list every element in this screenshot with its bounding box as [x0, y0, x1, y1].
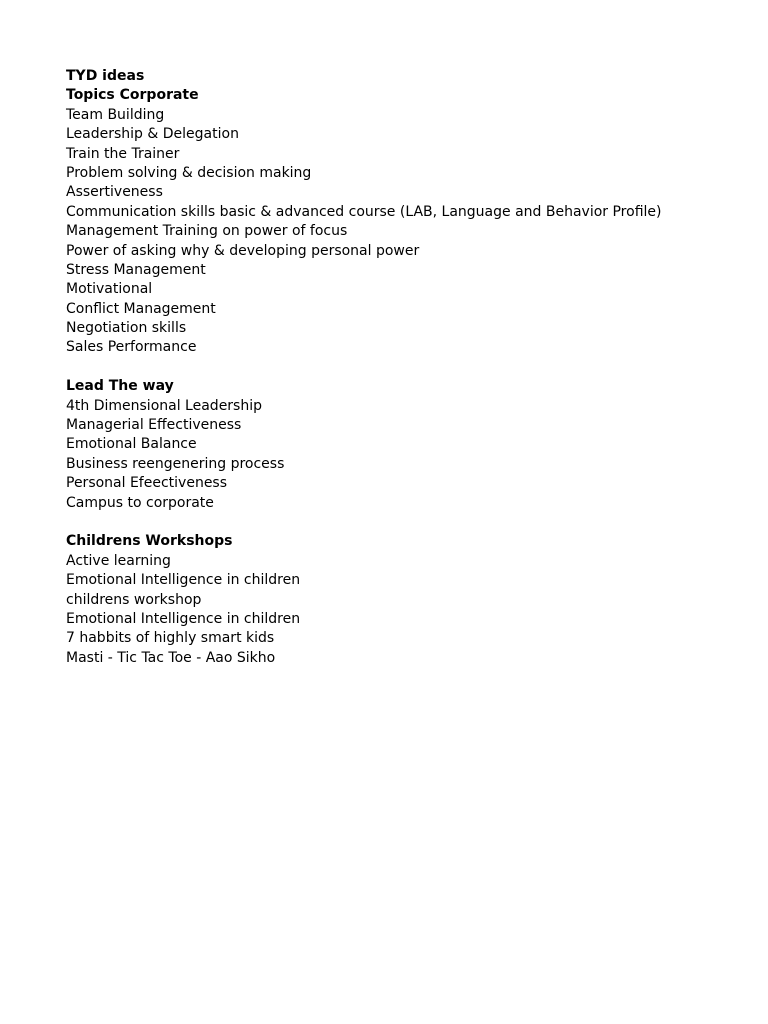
- list-item: Conflict Management: [66, 300, 216, 317]
- section-childrens-workshops: [66, 532, 746, 668]
- list-item: Communication skills basic & advanced course (LAB, Language and Behavior Profile): [66, 203, 662, 220]
- list-item: 4th Dimensional Leadership: [66, 397, 262, 414]
- blank-line: [66, 358, 746, 377]
- list-item: Active learning: [66, 552, 171, 569]
- list-item: Emotional Balance: [66, 436, 197, 453]
- list-item: Motivational: [66, 281, 153, 298]
- list-item: Personal Efeectiveness: [66, 475, 228, 492]
- list-item: Emotional Intelligence in children: [66, 610, 301, 627]
- section-heading: Childrens Workshops: [66, 533, 233, 550]
- list-item: Problem solving & decision making: [66, 164, 312, 181]
- section-lead-the-way: [66, 377, 746, 513]
- list-item: Assertiveness: [66, 184, 163, 201]
- list-item: Management Training on power of focus: [66, 223, 348, 240]
- blank-line: [66, 513, 746, 532]
- list-item: 7 habbits of highly smart kids: [66, 630, 275, 647]
- list-item: Leadership & Delegation: [66, 126, 239, 143]
- list-item: Stress Management: [66, 261, 206, 278]
- list-item: Team Building: [66, 106, 165, 123]
- document-page: [66, 67, 746, 668]
- list-item: Negotiation skills: [66, 320, 187, 337]
- list-item: Business reengenering process: [66, 455, 285, 472]
- list-item: Masti - Tic Tac Toe - Aao Sikho: [66, 649, 276, 666]
- section-heading: Lead The way: [66, 378, 174, 395]
- list-item: Train the Trainer: [66, 145, 180, 162]
- list-item: Power of asking why & developing personal power: [66, 242, 420, 259]
- section-heading: Topics Corporate: [66, 87, 199, 104]
- list-item: Managerial Effectiveness: [66, 417, 242, 434]
- section-topics-corporate: [66, 86, 746, 357]
- list-item: childrens workshop: [66, 591, 202, 608]
- list-item: Campus to corporate: [66, 494, 214, 511]
- list-item: Sales Performance: [66, 339, 197, 356]
- list-item: Emotional Intelligence in children: [66, 572, 301, 589]
- document-title: TYD ideas: [66, 68, 145, 84]
